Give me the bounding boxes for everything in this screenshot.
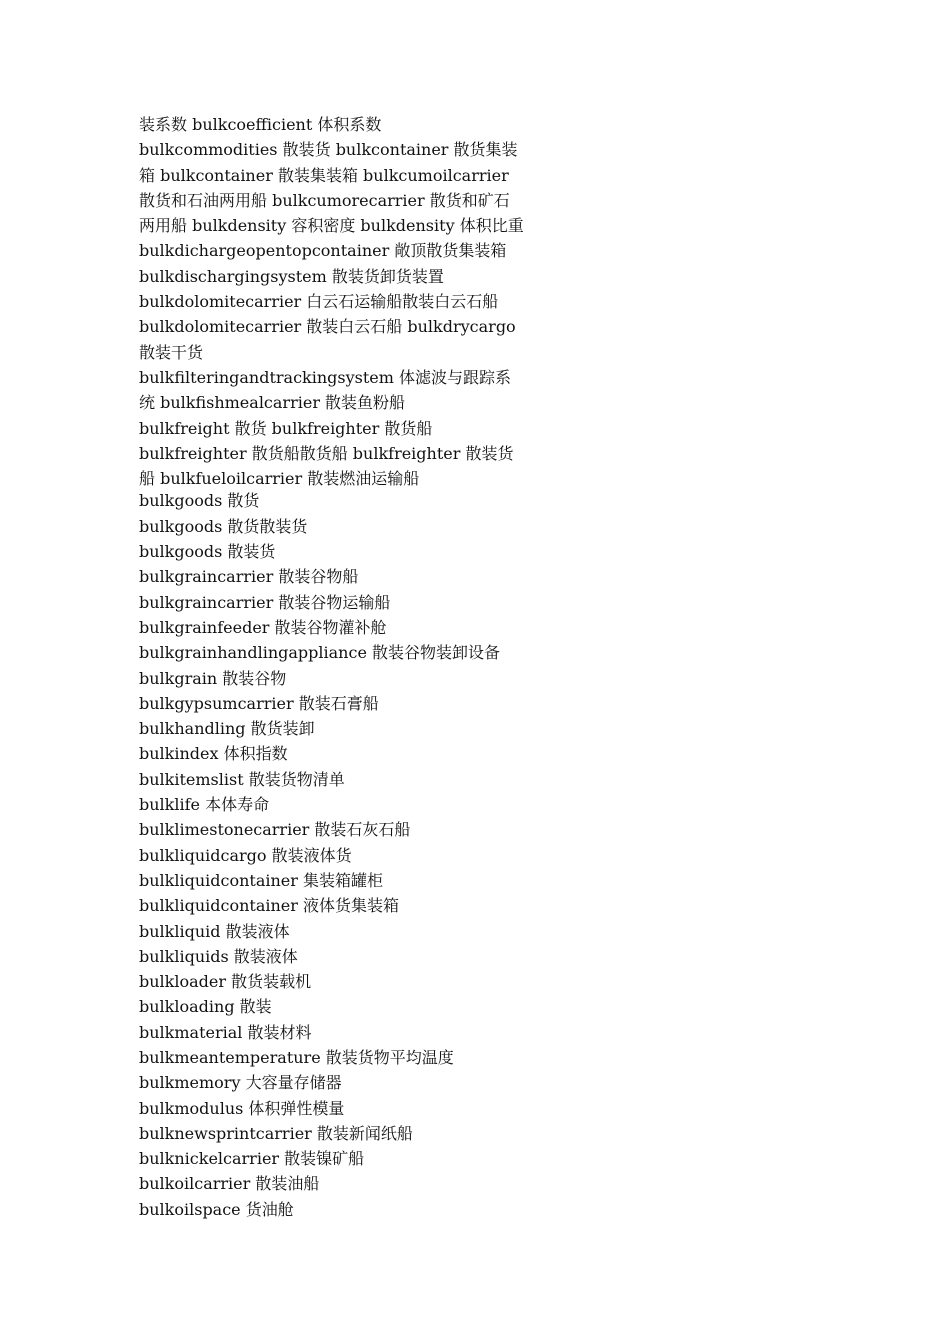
list-item: bulklimestonecarrier 散装石灰石船 <box>139 820 411 840</box>
list-item: bulkgrain 散装谷物 <box>139 668 287 688</box>
list-item: bulkgoods 散装货 <box>139 542 276 562</box>
text-line: bulkdolomitecarrier 白云石运输船散装白云石船 <box>139 292 499 312</box>
list-item: bulkmeantemperature 散装货物平均温度 <box>139 1047 454 1067</box>
list-item: bulkgoods 散货散装货 <box>139 516 308 536</box>
list-item: bulkoilspace 货油舱 <box>139 1199 294 1219</box>
list-item: bulkgypsumcarrier 散装石膏船 <box>139 693 379 713</box>
text-line: 散货和石油两用船 bulkcumorecarrier 散货和矿石 <box>139 190 510 210</box>
intro-paragraph <box>139 112 549 491</box>
text-line: bulkfreighter 散货船散货船 bulkfreighter 散装货 <box>139 443 514 463</box>
list-item: bulkliquidcontainer 集装箱罐柜 <box>139 870 383 890</box>
list-item: bulkindex 体积指数 <box>139 744 288 764</box>
list-item: bulkliquidcontainer 液体货集装箱 <box>139 896 399 916</box>
list-item: bulkliquid 散装液体 <box>139 921 290 941</box>
text-line: 船 bulkfueloilcarrier 散装燃油运输船 <box>139 469 420 489</box>
text-line: 散装干货 <box>139 342 204 362</box>
list-item: bulkliquids 散装液体 <box>139 946 298 966</box>
list-item: bulkmodulus 体积弹性模量 <box>139 1098 345 1118</box>
text-line: bulkfilteringandtrackingsystem 体滤波与跟踪系 <box>139 367 512 387</box>
text-line: bulkcommodities 散装货 bulkcontainer 散货集装 <box>139 140 518 160</box>
list-item: bulkloading 散装 <box>139 997 272 1017</box>
list-item: bulknewsprintcarrier 散装新闻纸船 <box>139 1123 413 1143</box>
list-item: bulkitemslist 散装货物清单 <box>139 769 345 789</box>
text-line: 装系数 bulkcoefficient 体积系数 <box>139 115 382 134</box>
list-item: bulknickelcarrier 散装镍矿船 <box>139 1149 365 1169</box>
list-item: bulkgraincarrier 散装谷物运输船 <box>139 592 391 612</box>
text-line: 两用船 bulkdensity 容积密度 bulkdensity 体积比重 <box>139 216 524 236</box>
entry-list <box>139 488 549 1222</box>
text-line: bulkdolomitecarrier 散装白云石船 bulkdrycargo <box>139 317 516 337</box>
list-item: bulklife 本体寿命 <box>139 795 270 815</box>
document-page <box>139 112 549 1222</box>
list-item: bulkliquidcargo 散装液体货 <box>139 845 352 865</box>
text-line: 箱 bulkcontainer 散装集装箱 bulkcumoilcarrier <box>139 165 509 185</box>
list-item: bulkloader 散货装载机 <box>139 972 312 992</box>
text-line: bulkfreight 散货 bulkfreighter 散货船 <box>139 418 433 438</box>
list-item: bulkoilcarrier 散装油船 <box>139 1174 320 1194</box>
list-item: bulkmaterial 散装材料 <box>139 1022 312 1042</box>
text-line: 统 bulkfishmealcarrier 散装鱼粉船 <box>139 393 406 413</box>
list-item: bulkgrainfeeder 散装谷物灌补舱 <box>139 617 387 637</box>
list-item: bulkmemory 大容量存储器 <box>139 1073 342 1093</box>
list-item: bulkgoods 散货 <box>139 491 260 511</box>
list-item: bulkgraincarrier 散装谷物船 <box>139 567 359 587</box>
text-line: bulkdichargeopentopcontainer 敞顶散货集装箱 <box>139 241 507 261</box>
list-item: bulkhandling 散货装卸 <box>139 719 315 739</box>
list-item: bulkgrainhandlingappliance 散装谷物装卸设备 <box>139 643 501 663</box>
text-line: bulkdischargingsystem 散装货卸货装置 <box>139 266 444 286</box>
